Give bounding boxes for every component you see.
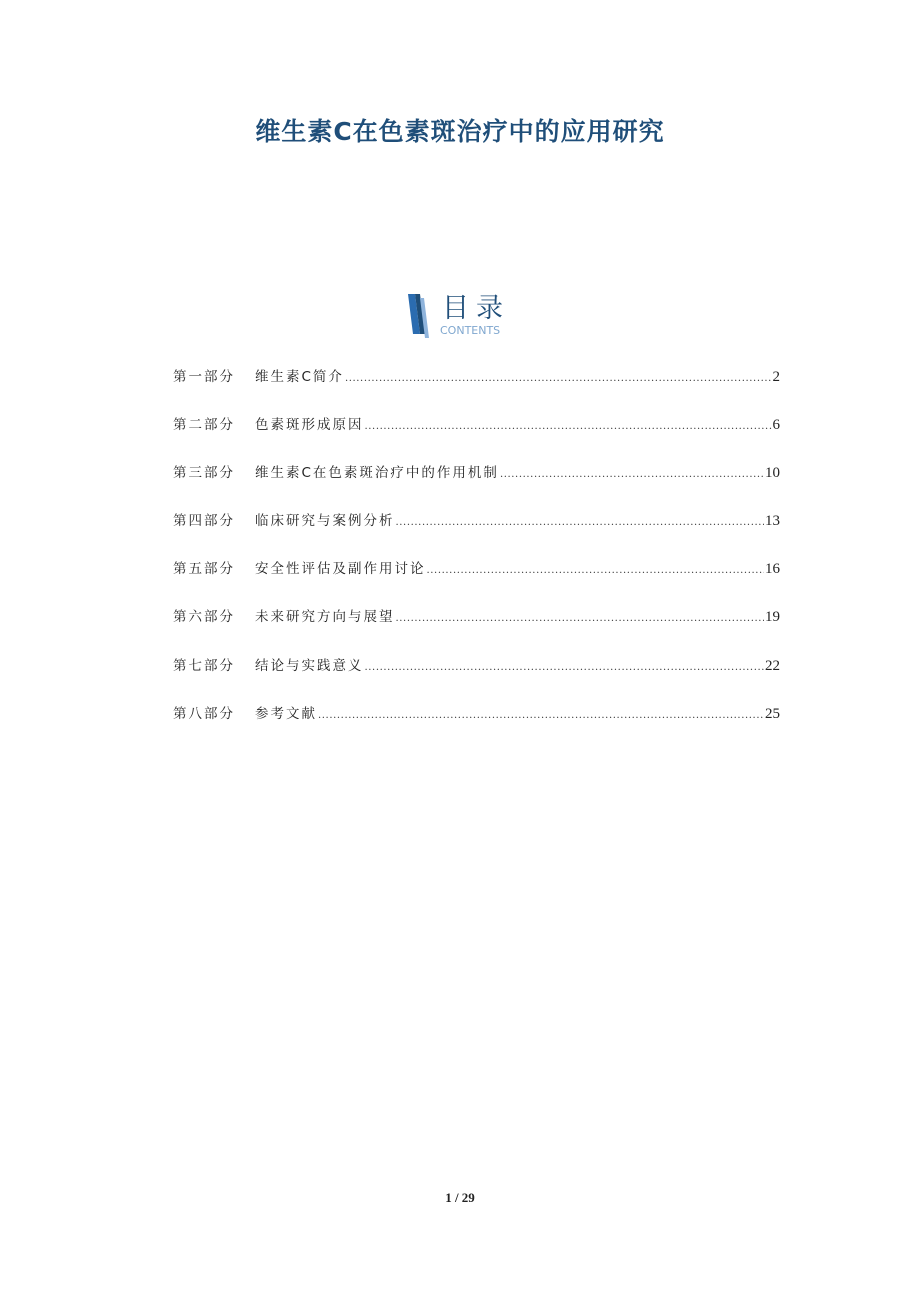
toc-entry-5[interactable] bbox=[173, 556, 780, 604]
toc-entry-3[interactable] bbox=[173, 460, 780, 508]
toc-entry-part: 第二部分 bbox=[173, 417, 235, 434]
toc-header bbox=[406, 294, 526, 338]
dot-leader bbox=[365, 414, 772, 440]
toc-entry-part: 第八部分 bbox=[173, 705, 235, 722]
toc-entry-page: 6 bbox=[772, 417, 780, 434]
toc-entry-label: 色素斑形成原因 bbox=[255, 417, 364, 434]
toc-entry-part: 第三部分 bbox=[173, 465, 235, 482]
dot-leader bbox=[318, 703, 764, 729]
toc-entry-label: 安全性评估及副作用讨论 bbox=[255, 561, 426, 578]
toc-entry-page: 16 bbox=[765, 561, 780, 578]
page-number: 1 / 29 bbox=[445, 1190, 475, 1205]
toc-entry-page: 22 bbox=[765, 657, 780, 674]
dot-leader bbox=[427, 558, 765, 584]
dot-leader bbox=[345, 366, 772, 392]
toc-heading: 目录 bbox=[442, 293, 510, 324]
dot-leader bbox=[396, 606, 765, 632]
dot-leader bbox=[500, 462, 764, 488]
toc-entry-label: 维生素C在色素斑治疗中的作用机制 bbox=[255, 465, 499, 482]
toc-subheading: CONTENTS bbox=[440, 324, 501, 337]
toc-entry-part: 第一部分 bbox=[173, 369, 235, 385]
toc-entry-part: 第七部分 bbox=[173, 657, 235, 674]
toc-entry-6[interactable] bbox=[173, 604, 780, 652]
toc-entry-page: 19 bbox=[765, 609, 780, 626]
toc-entry-label: 维生素C简介 bbox=[255, 369, 344, 385]
toc-entry-part: 第五部分 bbox=[173, 561, 235, 578]
toc-entry-8[interactable] bbox=[173, 701, 780, 749]
dot-leader bbox=[396, 510, 765, 536]
dot-leader bbox=[365, 655, 765, 681]
document-title: 维生素C在色素斑治疗中的应用研究 bbox=[255, 117, 665, 146]
toc-entry-page: 25 bbox=[765, 705, 780, 722]
book-spine-icon bbox=[406, 294, 430, 338]
toc-entry-label: 参考文献 bbox=[255, 705, 317, 722]
toc-entry-page: 13 bbox=[765, 513, 780, 530]
toc-entry-label: 临床研究与案例分析 bbox=[255, 513, 395, 530]
toc-list bbox=[173, 364, 780, 749]
toc-entry-page: 2 bbox=[772, 369, 780, 385]
toc-entry-1[interactable] bbox=[173, 364, 780, 412]
toc-entry-part: 第六部分 bbox=[173, 609, 235, 626]
toc-entry-label: 结论与实践意义 bbox=[255, 657, 364, 674]
toc-entry-part: 第四部分 bbox=[173, 513, 235, 530]
toc-entry-2[interactable] bbox=[173, 412, 780, 460]
toc-entry-7[interactable] bbox=[173, 653, 780, 701]
toc-entry-4[interactable] bbox=[173, 508, 780, 556]
toc-entry-page: 10 bbox=[765, 465, 780, 482]
toc-entry-label: 未来研究方向与展望 bbox=[255, 609, 395, 626]
